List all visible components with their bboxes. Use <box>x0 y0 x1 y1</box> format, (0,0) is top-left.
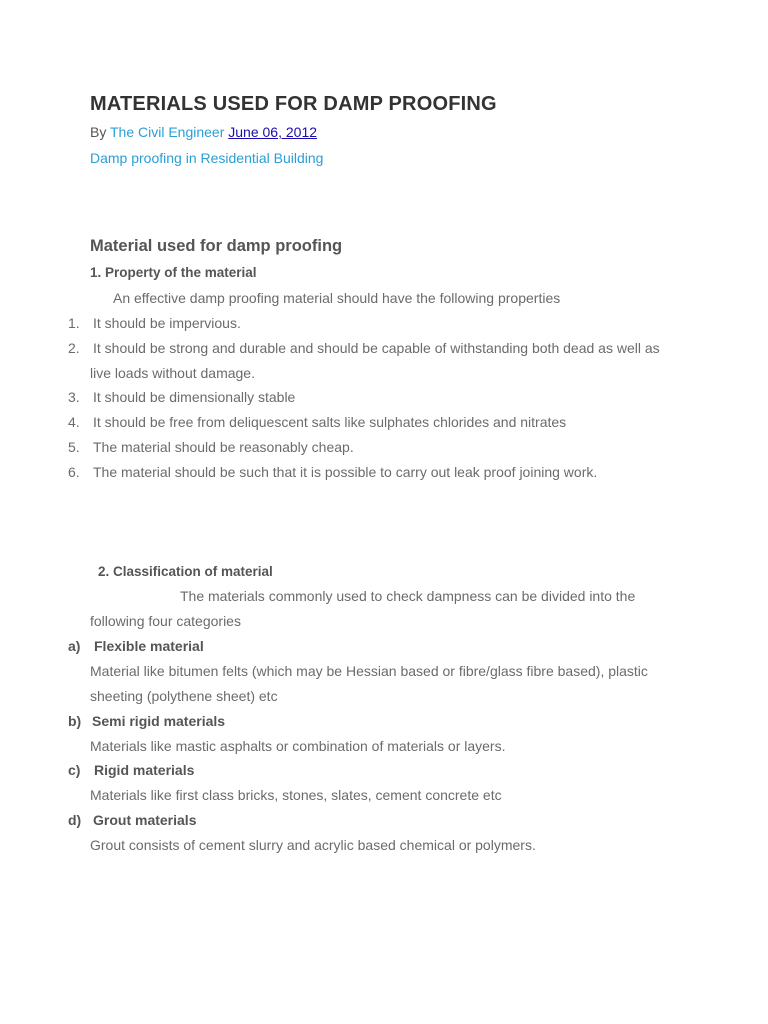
category-letter: a) <box>68 638 81 654</box>
section-heading: Material used for damp proofing <box>90 237 343 255</box>
category-name: Flexible material <box>94 638 204 654</box>
list-item-number: 6. <box>68 464 80 480</box>
list-item: The material should be such that it is possible to carry out leak proof joining work. <box>93 464 598 480</box>
category-name: Semi rigid materials <box>92 713 226 729</box>
page-title: MATERIALS USED FOR DAMP PROOFING <box>90 93 497 115</box>
list-item: It should be impervious. <box>93 315 241 331</box>
category-letter: b) <box>68 713 82 729</box>
category-link[interactable]: Damp proofing in Residential Building <box>90 150 324 166</box>
property-intro: An effective damp proofing material should have the following properties <box>113 290 561 306</box>
date-link[interactable]: June 06, 2012 <box>228 124 318 140</box>
classification-title: 2. Classification of material <box>98 564 273 579</box>
list-item-number: 3. <box>68 389 80 405</box>
list-item: It should be dimensionally stable <box>93 389 296 405</box>
category-name: Rigid materials <box>94 762 195 778</box>
list-item: The material should be reasonably cheap. <box>93 439 354 455</box>
list-item: It should be strong and durable and should be capable of withstanding both dead as well as <box>93 340 660 356</box>
category-desc: Materials like mastic asphalts or combination of materials or layers. <box>90 738 506 754</box>
byline <box>90 124 317 140</box>
category-desc: Material like bitumen felts (which may be Hessian based or fibre/glass fibre based), plastic <box>90 663 648 679</box>
category-letter: d) <box>68 812 82 828</box>
property-title: 1. Property of the material <box>90 265 257 280</box>
classification-intro-cont: following four categories <box>90 613 241 629</box>
category-letter: c) <box>68 762 81 778</box>
category-name: Grout materials <box>93 812 197 828</box>
category-desc: Grout consists of cement slurry and acrylic based chemical or polymers. <box>90 837 536 853</box>
list-item-number: 5. <box>68 439 80 455</box>
list-item-number: 2. <box>68 340 80 356</box>
list-item-number: 1. <box>68 315 80 331</box>
list-item-number: 4. <box>68 414 80 430</box>
category-desc: Materials like first class bricks, stones, slates, cement concrete etc <box>90 787 502 803</box>
author-link[interactable]: The Civil Engineer <box>109 124 225 140</box>
by-label: By <box>90 124 107 140</box>
category-desc-cont: sheeting (polythene sheet) etc <box>90 688 278 704</box>
classification-intro: The materials commonly used to check dampness can be divided into the <box>180 588 636 604</box>
list-item: It should be free from deliquescent salts like sulphates chlorides and nitrates <box>93 414 567 430</box>
list-item-continuation: live loads without damage. <box>90 365 255 381</box>
